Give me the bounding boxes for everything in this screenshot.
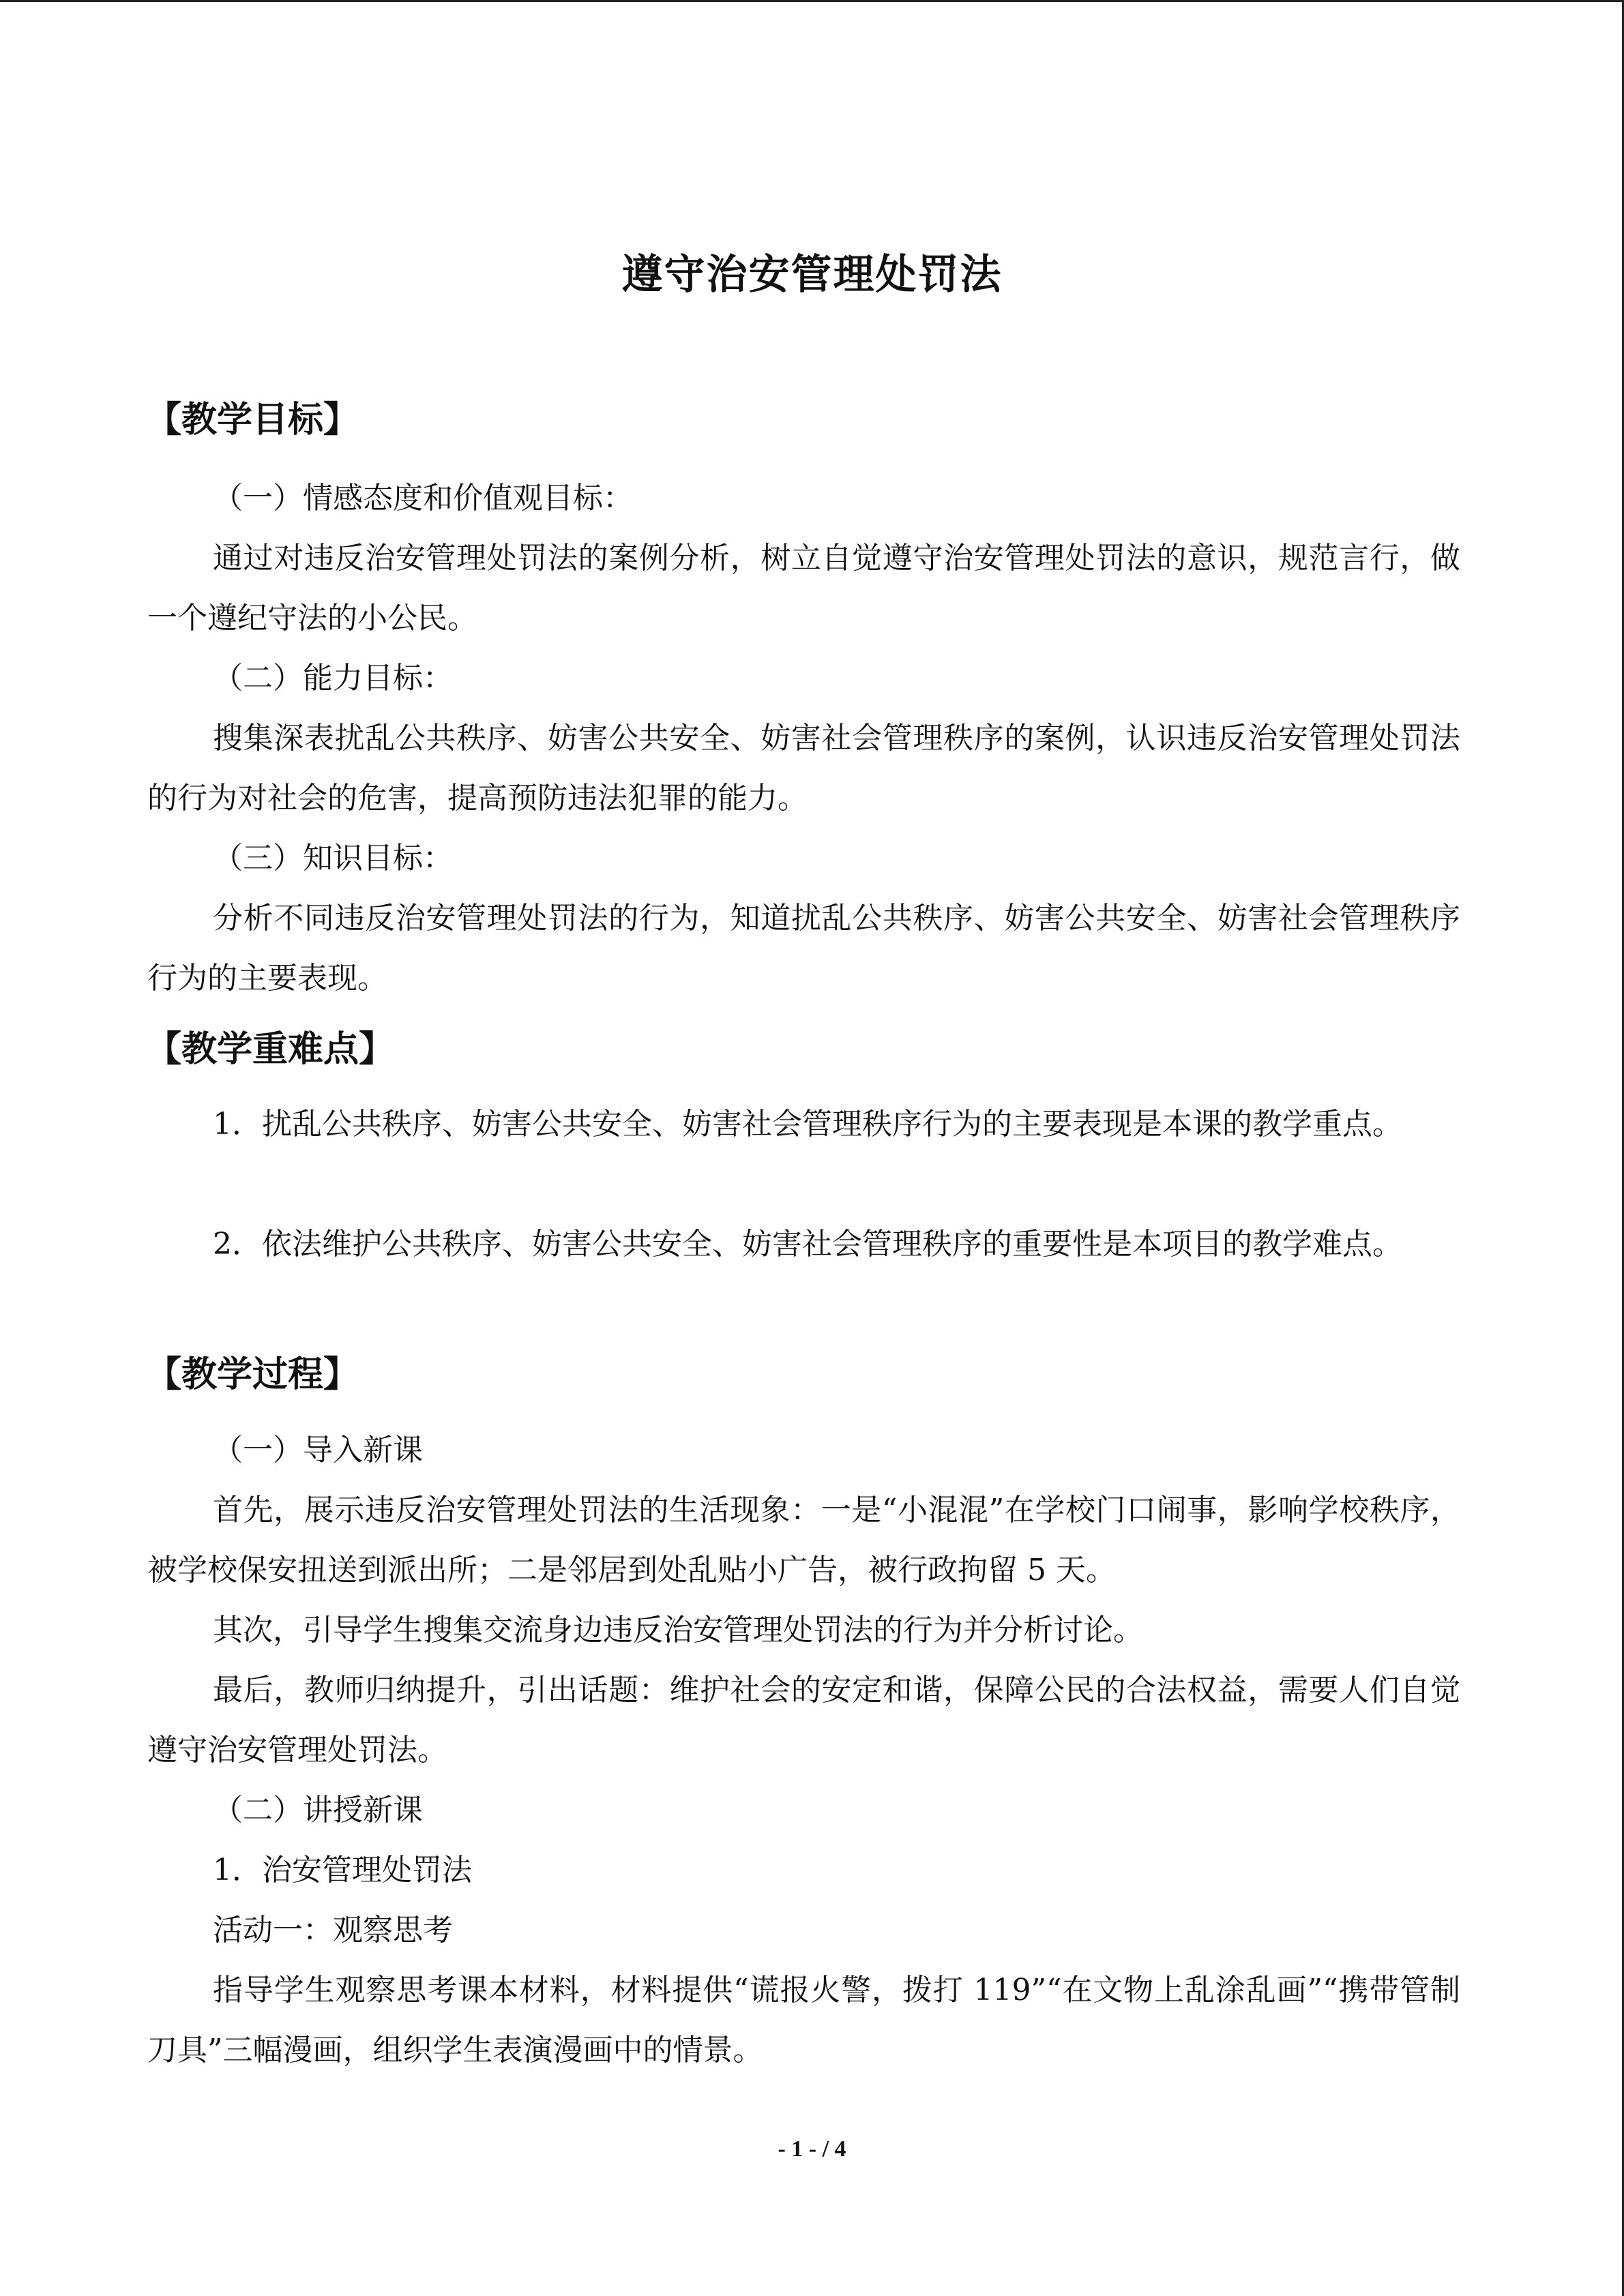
activity-1-text: 指导学生观察思考课本材料，材料提供“谎报火警，拨打 119”“在文物上乱涂乱画”“携带管制刀具”三幅漫画，组织学生表演漫画中的情景。 [147,1973,1460,2068]
key-point-2: 2．依法维护公共秩序、妨害公共安全、妨害社会管理秩序的重要性是本项目的教学难点。 [213,1227,1402,1262]
key-point-1: 1．扰乱公共秩序、妨害公共安全、妨害社会管理秩序行为的主要表现是本课的教学重点。 [213,1107,1402,1142]
heading-key-points: 【教学重难点】 [146,1028,395,1070]
new-lesson-label: （二）讲授新课 [213,1793,423,1828]
emotion-objective-text: 通过对违反治安管理处罚法的案例分析，树立自觉遵守治安管理处罚法的意识，规范言行，做一个遵纪守法的小公民。 [147,541,1460,636]
intro-paragraph-2: 其次，引导学生搜集交流身边违反治安管理处罚法的行为并分析讨论。 [213,1613,1143,1648]
section-1-title: 1．治安管理处罚法 [213,1853,472,1888]
intro-paragraph-1: 首先，展示违反治安管理处罚法的生活现象：一是“小混混”在学校门口闹事，影响学校秩序，被学校保安扭送到派出所；二是邻居到处乱贴小广告，被行政拘留 5 天。 [147,1493,1460,1587]
document-title: 遵守治安管理处罚法 [621,251,1003,299]
emotion-objective-label: （一）情感态度和价值观目标： [213,481,633,516]
heading-objectives: 【教学目标】 [146,399,359,441]
knowledge-objective-text: 分析不同违反治安管理处罚法的行为，知道扰乱公共秩序、妨害公共安全、妨害社会管理秩序行为的主要表现。 [147,901,1460,996]
knowledge-objective-label: （三）知识目标： [213,841,453,876]
ability-objective-text: 搜集深表扰乱公共秩序、妨害公共安全、妨害社会管理秩序的案例，认识违反治安管理处罚法的行为对社会的危害，提高预防违法犯罪的能力。 [147,721,1460,816]
ability-objective-label: （二）能力目标： [213,661,453,696]
heading-process: 【教学过程】 [146,1354,359,1395]
activity-1-title: 活动一：观察思考 [213,1913,453,1948]
intro-label: （一）导入新课 [213,1433,423,1467]
page-indicator: - 1 - / 4 [778,2136,846,2162]
intro-paragraph-3: 最后，教师归纳提升，引出话题：维护社会的安定和谐，保障公民的合法权益，需要人们自觉遵守治安管理处罚法。 [147,1673,1460,1768]
